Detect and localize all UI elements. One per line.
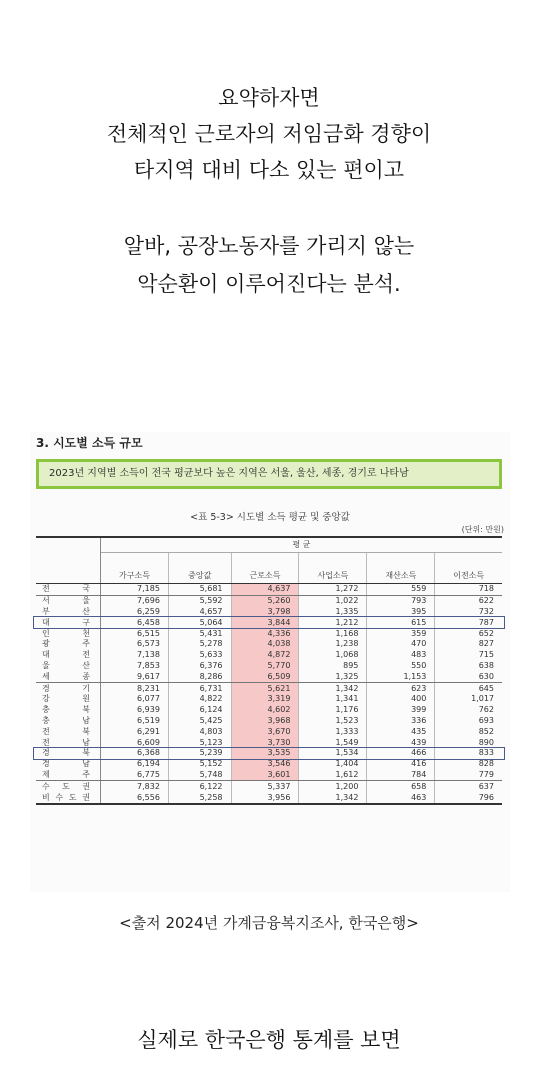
table-row — [36, 617, 502, 628]
value-cell: 1,341 — [299, 694, 367, 705]
value-cell: 1,325 — [299, 671, 367, 682]
value-cell: 827 — [435, 639, 502, 650]
value-cell: 615 — [367, 617, 435, 628]
intro-line-1: 요약하자면 — [218, 86, 320, 110]
table-row — [36, 661, 502, 672]
value-cell: 5,239 — [168, 748, 231, 759]
table-row — [36, 628, 502, 639]
table-row — [36, 781, 502, 792]
table-row — [36, 639, 502, 650]
value-cell: 4,822 — [168, 694, 231, 705]
value-cell: 1,022 — [299, 595, 367, 606]
table-row — [36, 705, 502, 716]
value-cell: 5,123 — [168, 737, 231, 748]
table-row — [36, 683, 502, 694]
table-row — [36, 748, 502, 759]
value-cell: 5,431 — [168, 628, 231, 639]
value-cell: 6,122 — [168, 781, 231, 792]
table-row — [36, 759, 502, 770]
value-cell: 1,342 — [299, 792, 367, 804]
value-cell: 6,939 — [101, 705, 169, 716]
region-cell: 경 북 — [36, 748, 101, 759]
table-row — [36, 584, 502, 596]
value-cell: 3,535 — [231, 748, 299, 759]
intro-line-3: 타지역 대비 다소 있는 편이고 — [133, 158, 405, 182]
value-cell: 399 — [367, 705, 435, 716]
value-cell: 622 — [435, 595, 502, 606]
region-cell: 대 전 — [36, 650, 101, 661]
value-cell: 1,612 — [299, 770, 367, 781]
value-cell: 6,731 — [168, 683, 231, 694]
table-row — [36, 671, 502, 682]
value-cell: 7,138 — [101, 650, 169, 661]
value-cell: 6,376 — [168, 661, 231, 672]
column-header: 이전소득 — [435, 553, 502, 584]
table-caption: <표 5-3> 시도별 소득 평균 및 중앙값 — [190, 512, 350, 523]
value-cell: 466 — [367, 748, 435, 759]
region-cell: 충 남 — [36, 716, 101, 727]
region-cell: 세 종 — [36, 671, 101, 682]
value-cell: 3,968 — [231, 716, 299, 727]
value-cell: 3,670 — [231, 726, 299, 737]
value-cell: 6,573 — [101, 639, 169, 650]
value-cell: 1,017 — [435, 694, 502, 705]
value-cell: 732 — [435, 607, 502, 618]
value-cell: 4,637 — [231, 584, 299, 596]
value-cell: 3,730 — [231, 737, 299, 748]
value-cell: 796 — [435, 792, 502, 804]
value-cell: 1,153 — [367, 671, 435, 682]
intro-line-6: 악순환이 이루어진다는 분석. — [137, 272, 401, 296]
value-cell: 637 — [435, 781, 502, 792]
value-cell: 658 — [367, 781, 435, 792]
value-cell: 833 — [435, 748, 502, 759]
income-table — [36, 536, 502, 805]
value-cell: 828 — [435, 759, 502, 770]
table-row — [36, 726, 502, 737]
value-cell: 4,803 — [168, 726, 231, 737]
value-cell: 5,681 — [168, 584, 231, 596]
value-cell: 4,038 — [231, 639, 299, 650]
value-cell: 5,748 — [168, 770, 231, 781]
column-header: 재산소득 — [367, 553, 435, 584]
value-cell: 6,458 — [101, 617, 169, 628]
region-cell: 강 원 — [36, 694, 101, 705]
value-cell: 5,425 — [168, 716, 231, 727]
value-cell: 439 — [367, 737, 435, 748]
value-cell: 6,077 — [101, 694, 169, 705]
value-cell: 5,278 — [168, 639, 231, 650]
value-cell: 5,064 — [168, 617, 231, 628]
value-cell: 1,200 — [299, 781, 367, 792]
value-cell: 6,519 — [101, 716, 169, 727]
value-cell: 5,258 — [168, 792, 231, 804]
value-cell: 6,291 — [101, 726, 169, 737]
value-cell: 1,523 — [299, 716, 367, 727]
table-row — [36, 737, 502, 748]
value-cell: 395 — [367, 607, 435, 618]
value-cell: 8,286 — [168, 671, 231, 682]
value-cell: 3,798 — [231, 607, 299, 618]
value-cell: 6,775 — [101, 770, 169, 781]
value-cell: 1,212 — [299, 617, 367, 628]
column-header: 근로소득 — [231, 553, 299, 584]
value-cell: 359 — [367, 628, 435, 639]
region-cell: 경 남 — [36, 759, 101, 770]
column-header: 가구소득 — [101, 553, 169, 584]
region-cell: 광 주 — [36, 639, 101, 650]
value-cell: 550 — [367, 661, 435, 672]
value-cell: 1,272 — [299, 584, 367, 596]
region-cell: 수 도 권 — [36, 781, 101, 792]
value-cell: 6,509 — [231, 671, 299, 682]
table-row — [36, 694, 502, 705]
column-header-row — [36, 553, 502, 584]
value-cell: 1,333 — [299, 726, 367, 737]
region-cell: 경 기 — [36, 683, 101, 694]
value-cell: 6,556 — [101, 792, 169, 804]
value-cell: 1,068 — [299, 650, 367, 661]
value-cell: 1,549 — [299, 737, 367, 748]
value-cell: 1,176 — [299, 705, 367, 716]
value-cell: 5,633 — [168, 650, 231, 661]
value-cell: 652 — [435, 628, 502, 639]
value-cell: 3,601 — [231, 770, 299, 781]
value-cell: 4,872 — [231, 650, 299, 661]
value-cell: 5,592 — [168, 595, 231, 606]
value-cell: 4,602 — [231, 705, 299, 716]
value-cell: 779 — [435, 770, 502, 781]
value-cell: 6,609 — [101, 737, 169, 748]
value-cell: 852 — [435, 726, 502, 737]
region-header — [36, 537, 101, 584]
value-cell: 5,770 — [231, 661, 299, 672]
value-cell: 8,231 — [101, 683, 169, 694]
value-cell: 336 — [367, 716, 435, 727]
value-cell: 9,617 — [101, 671, 169, 682]
value-cell: 400 — [367, 694, 435, 705]
unit-label: (단위: 만원) — [461, 525, 504, 534]
region-cell: 전 남 — [36, 737, 101, 748]
value-cell: 463 — [367, 792, 435, 804]
value-cell: 762 — [435, 705, 502, 716]
section-title: 3. 시도별 소득 규모 — [36, 436, 143, 450]
region-cell: 전 북 — [36, 726, 101, 737]
value-cell: 787 — [435, 617, 502, 628]
value-cell: 3,844 — [231, 617, 299, 628]
table-row — [36, 607, 502, 618]
value-cell: 1,404 — [299, 759, 367, 770]
value-cell: 638 — [435, 661, 502, 672]
bottom-caption: 실제로 한국은행 통계를 보면 — [137, 1028, 401, 1052]
table-body — [36, 584, 502, 804]
value-cell: 3,319 — [231, 694, 299, 705]
value-cell: 895 — [299, 661, 367, 672]
region-cell: 서 울 — [36, 595, 101, 606]
region-cell: 대 구 — [36, 617, 101, 628]
value-cell: 693 — [435, 716, 502, 727]
intro-line-2: 전체적인 근로자의 저임금화 경향이 — [106, 122, 432, 146]
value-cell: 5,152 — [168, 759, 231, 770]
region-cell: 부 산 — [36, 607, 101, 618]
column-header: 사업소득 — [299, 553, 367, 584]
table-row — [36, 650, 502, 661]
column-header: 중앙값 — [168, 553, 231, 584]
value-cell: 7,853 — [101, 661, 169, 672]
value-cell: 1,342 — [299, 683, 367, 694]
value-cell: 718 — [435, 584, 502, 596]
table-row — [36, 716, 502, 727]
value-cell: 7,832 — [101, 781, 169, 792]
value-cell: 559 — [367, 584, 435, 596]
value-cell: 1,168 — [299, 628, 367, 639]
value-cell: 1,238 — [299, 639, 367, 650]
group-header: 평 균 — [101, 537, 503, 553]
value-cell: 6,124 — [168, 705, 231, 716]
region-cell: 충 북 — [36, 705, 101, 716]
value-cell: 1,534 — [299, 748, 367, 759]
intro-line-5: 알바, 공장노동자를 가리지 않는 — [123, 234, 415, 258]
value-cell: 784 — [367, 770, 435, 781]
table-row — [36, 792, 502, 804]
region-cell: 제 주 — [36, 770, 101, 781]
source-caption: <출저 2024년 가계금융복지조사, 한국은행> — [119, 914, 419, 932]
value-cell: 6,194 — [101, 759, 169, 770]
summary-highlight-box: 2023년 지역별 소득이 전국 평균보다 높은 지역은 서울, 울산, 세종, 경기로 나타남 — [36, 459, 502, 489]
value-cell: 416 — [367, 759, 435, 770]
value-cell: 483 — [367, 650, 435, 661]
value-cell: 4,657 — [168, 607, 231, 618]
value-cell: 1,335 — [299, 607, 367, 618]
region-cell: 울 산 — [36, 661, 101, 672]
value-cell: 5,621 — [231, 683, 299, 694]
value-cell: 7,696 — [101, 595, 169, 606]
value-cell: 470 — [367, 639, 435, 650]
value-cell: 6,259 — [101, 607, 169, 618]
value-cell: 3,546 — [231, 759, 299, 770]
value-cell: 890 — [435, 737, 502, 748]
value-cell: 7,185 — [101, 584, 169, 596]
value-cell: 6,515 — [101, 628, 169, 639]
value-cell: 5,337 — [231, 781, 299, 792]
value-cell: 645 — [435, 683, 502, 694]
value-cell: 715 — [435, 650, 502, 661]
value-cell: 435 — [367, 726, 435, 737]
value-cell: 793 — [367, 595, 435, 606]
value-cell: 623 — [367, 683, 435, 694]
region-cell: 인 천 — [36, 628, 101, 639]
value-cell: 5,260 — [231, 595, 299, 606]
value-cell: 4,336 — [231, 628, 299, 639]
report-excerpt-image — [30, 432, 510, 892]
region-cell: 비 수 도 권 — [36, 792, 101, 804]
value-cell: 630 — [435, 671, 502, 682]
region-cell: 전 국 — [36, 584, 101, 596]
table-row — [36, 770, 502, 781]
value-cell: 6,368 — [101, 748, 169, 759]
value-cell: 3,956 — [231, 792, 299, 804]
table-row — [36, 595, 502, 606]
